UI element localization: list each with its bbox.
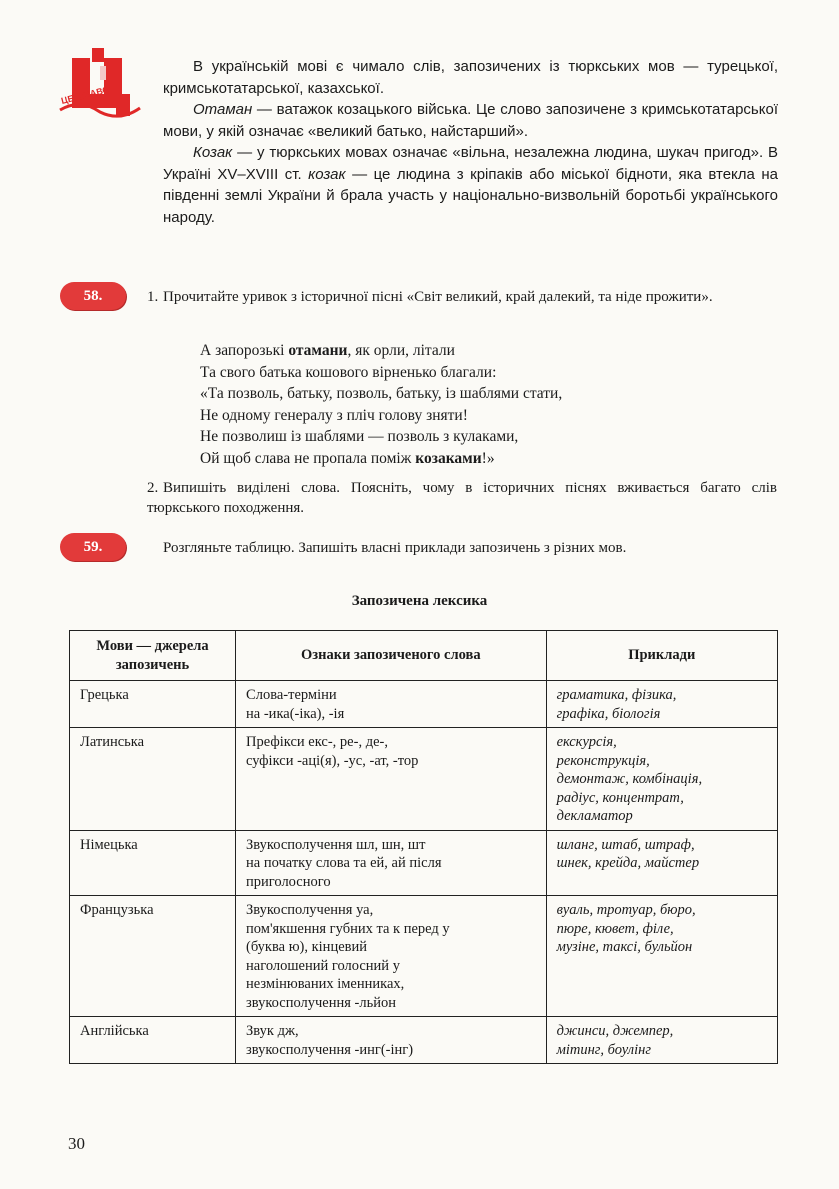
features-cell [236, 1017, 547, 1064]
feature-line: на початку слова та ей, ай після [246, 855, 442, 871]
poem-line: Та свого батька кошового вірненько благали: [200, 363, 497, 381]
table-row [70, 830, 778, 896]
example-line: демонтаж, комбінація, [556, 771, 703, 787]
exercise-59-badge: 59. [60, 533, 126, 561]
header-examples: Приклади [546, 631, 777, 681]
borrowed-lexicon-table [69, 630, 778, 1064]
page-number: 30 [68, 1134, 85, 1153]
feature-line: наголошений голосний у [246, 957, 400, 974]
example-line: декламатор [556, 808, 633, 824]
language-cell: Французька [70, 896, 236, 1017]
exercise-59-task: Розгляньте таблицю. Запишіть власні приклади запозичень з різних мов. [163, 540, 627, 556]
example-line: пюре, кювет, філе, [556, 920, 674, 937]
example-line: екскурсія, [556, 734, 617, 750]
example-line: графіка, біологія [556, 705, 661, 722]
exercise-58-badge: 58. [60, 282, 126, 310]
poem-line: Не позволиш із шаблями — позволь з кулаками, [200, 428, 519, 446]
features-cell [236, 830, 547, 896]
feature-line: Звук дж, [246, 1023, 299, 1039]
language-cell: Англійська [70, 1017, 236, 1064]
exercise-58-task-2: 2. Випишіть виділені слова. Поясніть, чому в історичних піснях вживається багато слів тюркського походження. [147, 480, 777, 516]
feature-line: (буква ю), кінцевий [246, 939, 368, 955]
examples-cell [546, 896, 777, 1017]
table-row [70, 1017, 778, 1064]
example-line: шланг, штаб, штраф, [556, 836, 695, 853]
feature-line: звукосполучення -инг(-інг) [246, 1041, 414, 1058]
poem-line: Ой щоб слава не пропала поміж козаками!» [200, 449, 495, 467]
feature-line: звукосполучення -льйон [246, 994, 397, 1011]
header-features: Ознаки запозиченого слова [236, 631, 547, 681]
features-cell [236, 681, 547, 728]
feature-line: на -ика(-іка), -ія [246, 705, 345, 722]
example-line: джинси, джемпер, [556, 1023, 674, 1039]
table-body [70, 681, 778, 1064]
language-cell: Німецька [70, 830, 236, 896]
examples-cell [546, 1017, 777, 1064]
language-cell: Латинська [70, 728, 236, 831]
ce-tsikavo-logo-icon [58, 44, 148, 122]
feature-line: незмінюваних іменниках, [246, 976, 405, 992]
example-line: граматика, фізика, [556, 687, 677, 703]
feature-line: Слова-терміни [246, 687, 337, 703]
table-row [70, 728, 778, 831]
feature-line: приголосного [246, 873, 331, 890]
table-row [70, 896, 778, 1017]
example-line: мітинг, боулінг [556, 1041, 651, 1058]
info-paragraph-3: Козак — у тюркських мовах означає «вільна, незалежна людина, шукач пригод». В Україні XV–XVIII ст. козак — це людина з кріпаків або міської бідноти, яка втекла на південні землі України й брала участь у національно-визвольній боротьбі українського народу. [163, 144, 778, 226]
poem-line: А запорозькі отамани, як орли, літали [200, 342, 455, 359]
example-line: шнек, крейда, майстер [556, 855, 700, 871]
examples-cell [546, 830, 777, 896]
exercise-58-task-1: 1. Прочитайте уривок з історичної пісні «Світ великий, край далекий, та ніде прожити». [147, 289, 713, 305]
example-line: вуаль, тротуар, бюро, [556, 902, 696, 918]
poem-line: «Та позволь, батьку, позволь, батьку, із шаблями стати, [200, 385, 563, 403]
feature-line: Звукосполучення уа, [246, 902, 374, 918]
feature-line: Звукосполучення шл, шн, шт [246, 836, 426, 853]
example-line: радіус, концентрат, [556, 789, 684, 806]
feature-line: пом'якшення губних та к перед у [246, 920, 450, 937]
info-paragraph-2: Отаман — ватажок козацького війська. Це слово запозичене з кримськотатарської мови, у якій означає «великий батько, найстарший». [163, 101, 778, 140]
language-cell: Грецька [70, 681, 236, 728]
features-cell [236, 728, 547, 831]
example-line: реконструкція, [556, 752, 650, 769]
svg-text:ЦЕ ЦІКАВО: ЦЕ ЦІКАВО [60, 84, 111, 106]
info-paragraph-1: В українській мові є чимало слів, запозичених із тюркських мов — турецької, кримськотатарської, казахської. [163, 58, 778, 97]
poem-line: Не одному генералу з пліч голову зняти! [200, 406, 468, 424]
table-row [70, 681, 778, 728]
examples-cell [546, 728, 777, 831]
examples-cell [546, 681, 777, 728]
table-header-row [70, 631, 778, 681]
info-box [163, 56, 778, 228]
song-excerpt [200, 340, 760, 470]
feature-line: суфікси -аці(я), -ус, -ат, -тор [246, 752, 419, 769]
feature-line: Префікси екс-, ре-, де-, [246, 734, 388, 750]
table-title: Запозичена лексика [351, 593, 488, 609]
features-cell [236, 896, 547, 1017]
header-languages: Мови — джерела запозичень [70, 631, 236, 681]
example-line: музіне, таксі, бульйон [556, 939, 693, 955]
